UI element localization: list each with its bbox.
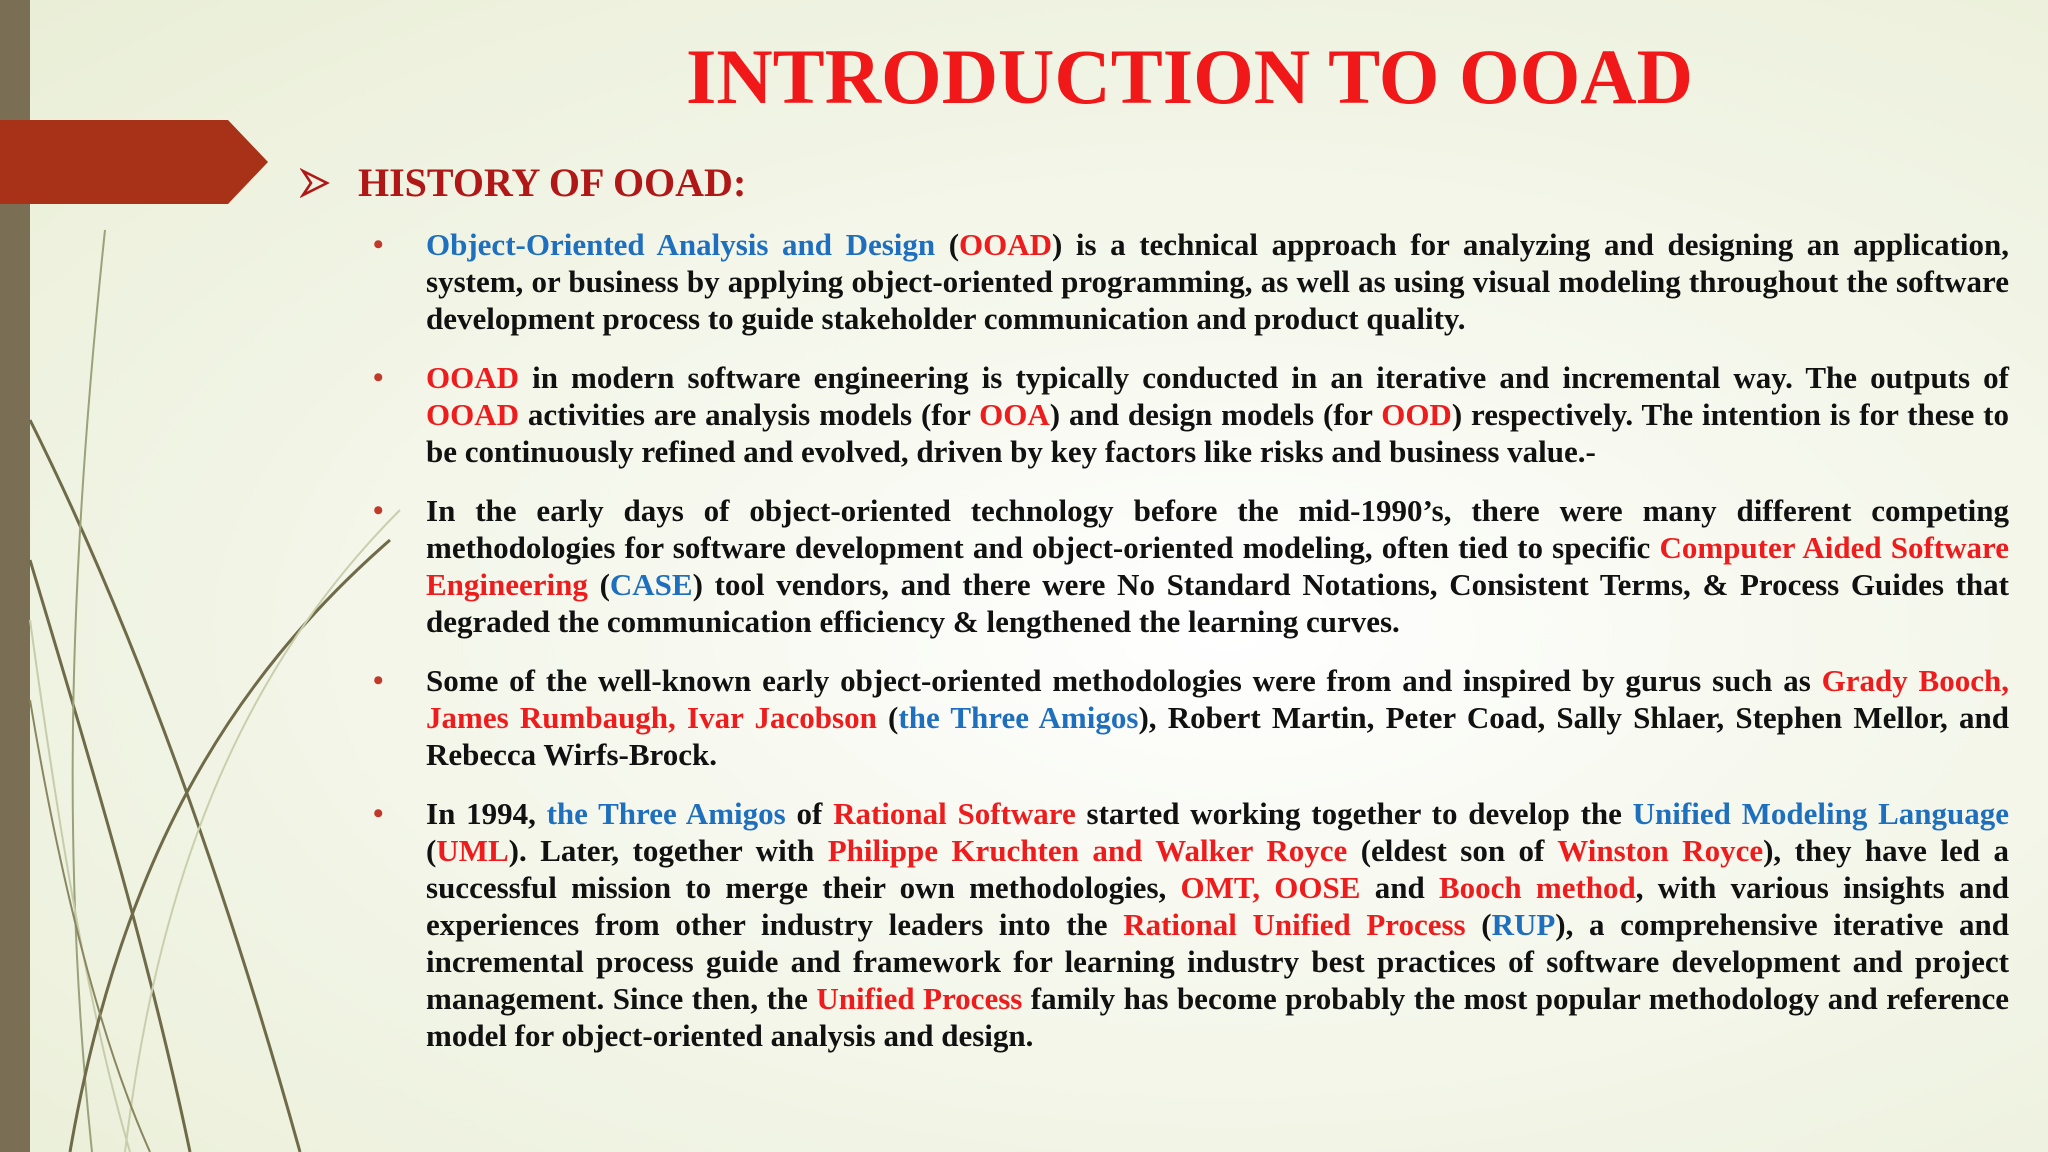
body-text: activities are analysis models (for (519, 397, 980, 432)
body-text: ), Robert Martin, Peter Coad, Sally Shlaer, Stephen Mellor, and Rebecca Wirfs-Brock. (426, 700, 2010, 772)
highlight-red-text: Winston Royce (1557, 833, 1764, 868)
body-text: family has become probably the most popular methodology and reference model for object-oriented analysis and design. (426, 981, 2009, 1053)
body-text: ) respectively. The intention is for these to be continuously refined and evolved, driven by key factors like risks and business value.- (426, 397, 2009, 469)
highlight-red-text: Grady Booch, James Rumbaugh, Ivar Jacobson (426, 663, 2009, 735)
highlight-blue-text: Object-Oriented Analysis and Design (426, 227, 936, 262)
bullet-item (373, 226, 2009, 337)
body-text: and (1360, 870, 1439, 905)
bullet-dot-icon: • (373, 664, 384, 697)
section-heading: HISTORY OF OOAD: (358, 160, 747, 205)
highlight-red-text: OMT, OOSE (1180, 870, 1361, 905)
section-heading-row (300, 160, 746, 206)
highlight-red-text: Unified Process (816, 981, 1023, 1016)
bullet-dot-icon: • (373, 361, 384, 394)
highlight-red-text: OOD (1381, 397, 1452, 432)
body-text: in modern software engineering is typically conducted in an iterative and incremental way. The outputs of (519, 360, 2009, 395)
highlight-red-text: Rational Software (833, 796, 1076, 831)
body-text: of (785, 796, 834, 831)
bullet-item (373, 662, 2009, 773)
highlight-red-text: Computer Aided Software Engineering (426, 530, 2009, 602)
bullet-text (426, 492, 2009, 640)
highlight-blue-text: the Three Amigos (546, 796, 786, 831)
highlight-red-text: OOAD (959, 227, 1053, 262)
bullet-text (426, 226, 2009, 337)
highlight-blue-text: CASE (609, 567, 693, 602)
accent-tab (0, 120, 268, 204)
bullet-item (373, 359, 2009, 470)
arrowhead-bullet-icon (300, 168, 330, 198)
highlight-red-text: OOAD (426, 360, 519, 395)
highlight-red-text: UML (436, 833, 509, 868)
body-text: ) tool vendors, and there were No Standard Notations, Consistent Terms, & Process Guides that degraded the communication efficiency & lengthened the learning curves. (426, 567, 2009, 639)
highlight-red-text: OOA (979, 397, 1050, 432)
bullet-dot-icon: • (373, 797, 384, 830)
body-text: ( (587, 567, 610, 602)
body-text: Some of the well-known early object-oriented methodologies were from and inspired by gurus such as (426, 663, 1822, 698)
body-text: ), they have led a successful mission to merge their own methodologies, (426, 833, 2009, 905)
body-text: started working together to develop the (1075, 796, 1633, 831)
body-text: In 1994, (426, 796, 547, 831)
body-text: ) and design models (for (1049, 397, 1382, 432)
body-text: ). Later, together with (508, 833, 828, 868)
highlight-blue-text: Unified Modeling Language (1632, 796, 2010, 831)
body-text: ) is a technical approach for analyzing and designing an application, system, or business by applying object-oriented programming, as well as using visual modeling throughout the software development process to guide stakeholder communication and product quality. (426, 227, 2010, 336)
highlight-red-text: OOAD (426, 397, 519, 432)
bullet-text (426, 662, 2009, 773)
highlight-red-text: Booch method (1438, 870, 1636, 905)
body-text: ( (935, 227, 960, 262)
slide-title: INTRODUCTION TO OOAD (686, 33, 1693, 120)
bullet-text (426, 795, 2009, 1054)
body-text: , with various insights and experiences from other industry leaders into the (426, 870, 2009, 942)
body-text: ), a comprehensive iterative and incremental process guide and framework for learning industry best practices of software development and project management. Since then, the (426, 907, 2009, 1016)
body-text: ( (1465, 907, 1492, 942)
highlight-blue-text: the Three Amigos (898, 700, 1139, 735)
highlight-blue-text: RUP (1491, 907, 1556, 942)
body-text: ( (876, 700, 899, 735)
body-text: (eldest son of (1347, 833, 1558, 868)
bullet-item (373, 492, 2009, 640)
bullet-dot-icon: • (373, 228, 384, 261)
body-text: In the early days of object-oriented technology before the mid-1990’s, there were many different competing methodologies for software development and object-oriented modeling, often tied to specific (426, 493, 2009, 565)
highlight-red-text: Philippe Kruchten and Walker Royce (827, 833, 1348, 868)
bullet-text (426, 359, 2009, 470)
bullet-dot-icon: • (373, 494, 384, 527)
bullet-item (373, 795, 2009, 1054)
body-text: ( (426, 833, 437, 868)
highlight-red-text: Rational Unified Process (1123, 907, 1466, 942)
bullet-list (373, 226, 2009, 1076)
